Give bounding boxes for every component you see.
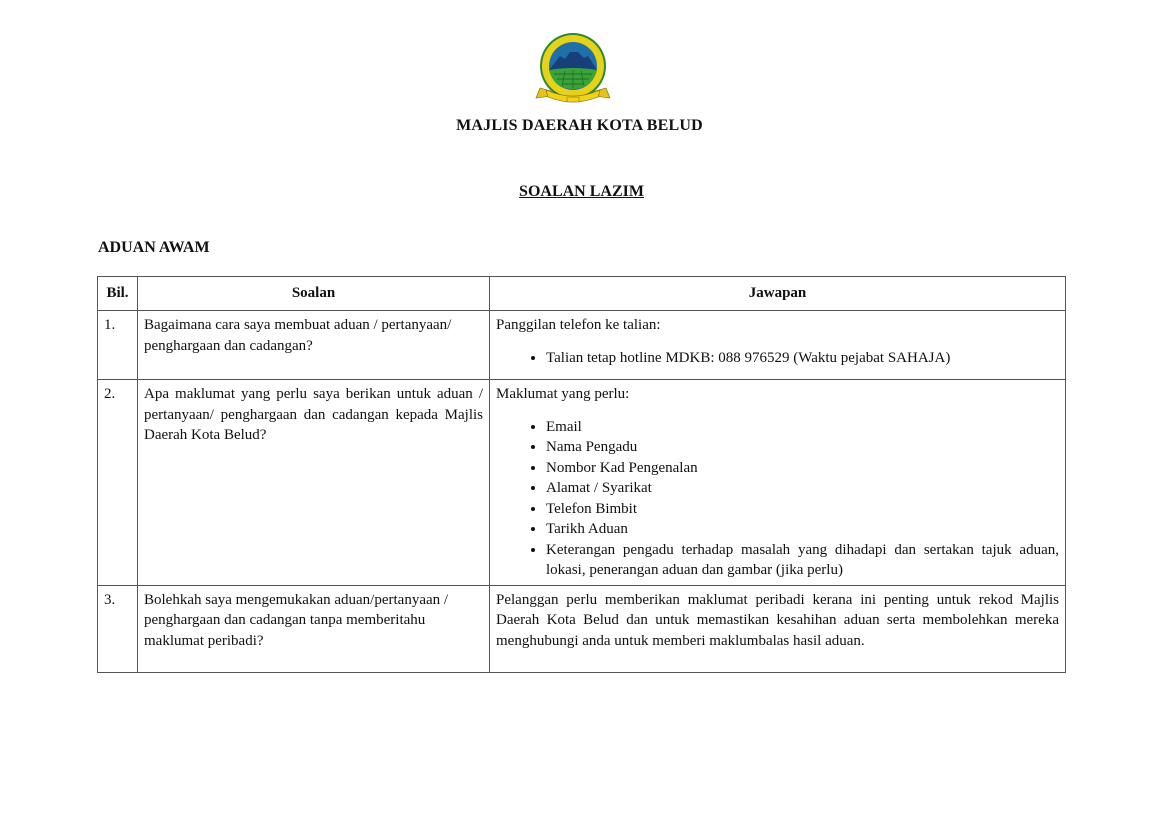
answer-item: • Nombor Kad Pengenalan <box>546 458 1059 479</box>
header-bil: Bil. <box>98 277 138 311</box>
answer-lead: Panggilan telefon ke talian: <box>496 317 661 333</box>
answer-item: • Nama Pengadu <box>546 437 1059 458</box>
answer-cell <box>490 380 1066 586</box>
section-title: ADUAN AWAM <box>98 239 210 256</box>
organization-title: MAJLIS DAERAH KOTA BELUD <box>456 117 703 134</box>
answer-item: • Email <box>546 417 1059 438</box>
answer-list <box>496 417 1059 581</box>
answer-item: • Keterangan pengadu terhadap masalah yang dihadapi dan sertakan tajuk aduan, lokasi, penerangan aduan dan gambar (jika perlu) <box>546 540 1059 581</box>
question-cell: Apa maklumat yang perlu saya berikan untuk aduan / pertanyaan/ penghargaan dan cadangan kepada Majlis Daerah Kota Belud? <box>138 380 490 586</box>
row-number: 3. <box>98 585 138 672</box>
header-soalan: Soalan <box>138 277 490 311</box>
answer-item: • Talian tetap hotline MDKB: 088 976529 (Waktu pejabat SAHAJA) <box>546 348 1059 369</box>
table-row <box>98 311 1066 380</box>
table-row <box>98 380 1066 586</box>
answer-item: • Alamat / Syarikat <box>546 478 1059 499</box>
header-jawapan: Jawapan <box>490 277 1066 311</box>
answer-text: Pelanggan perlu memberikan maklumat peribadi kerana ini penting untuk rekod Majlis Daerah Kota Belud dan untuk memastikan kesahihan aduan serta membolehkan mereka menghubungi anda untuk memberi maklumbalas hasil aduan. <box>496 591 1059 649</box>
document-title: SOALAN LAZIM <box>519 183 644 200</box>
table-row <box>98 585 1066 672</box>
table-header-row <box>98 277 1066 311</box>
answer-cell <box>490 585 1066 672</box>
question-cell: Bagaimana cara saya membuat aduan / pertanyaan/ penghargaan dan cadangan? <box>138 311 490 380</box>
row-number: 2. <box>98 380 138 586</box>
question-cell: Bolehkah saya mengemukakan aduan/pertanyaan / penghargaan dan cadangan tanpa memberitahu maklumat peribadi? <box>138 585 490 672</box>
answer-item: • Telefon Bimbit <box>546 499 1059 520</box>
answer-list <box>496 348 1059 369</box>
mdkb-crest-logo <box>532 30 614 106</box>
answer-item: • Tarikh Aduan <box>546 519 1059 540</box>
answer-lead: Maklumat yang perlu: <box>496 386 630 402</box>
row-number: 1. <box>98 311 138 380</box>
answer-cell <box>490 311 1066 380</box>
faq-table <box>97 276 1066 673</box>
